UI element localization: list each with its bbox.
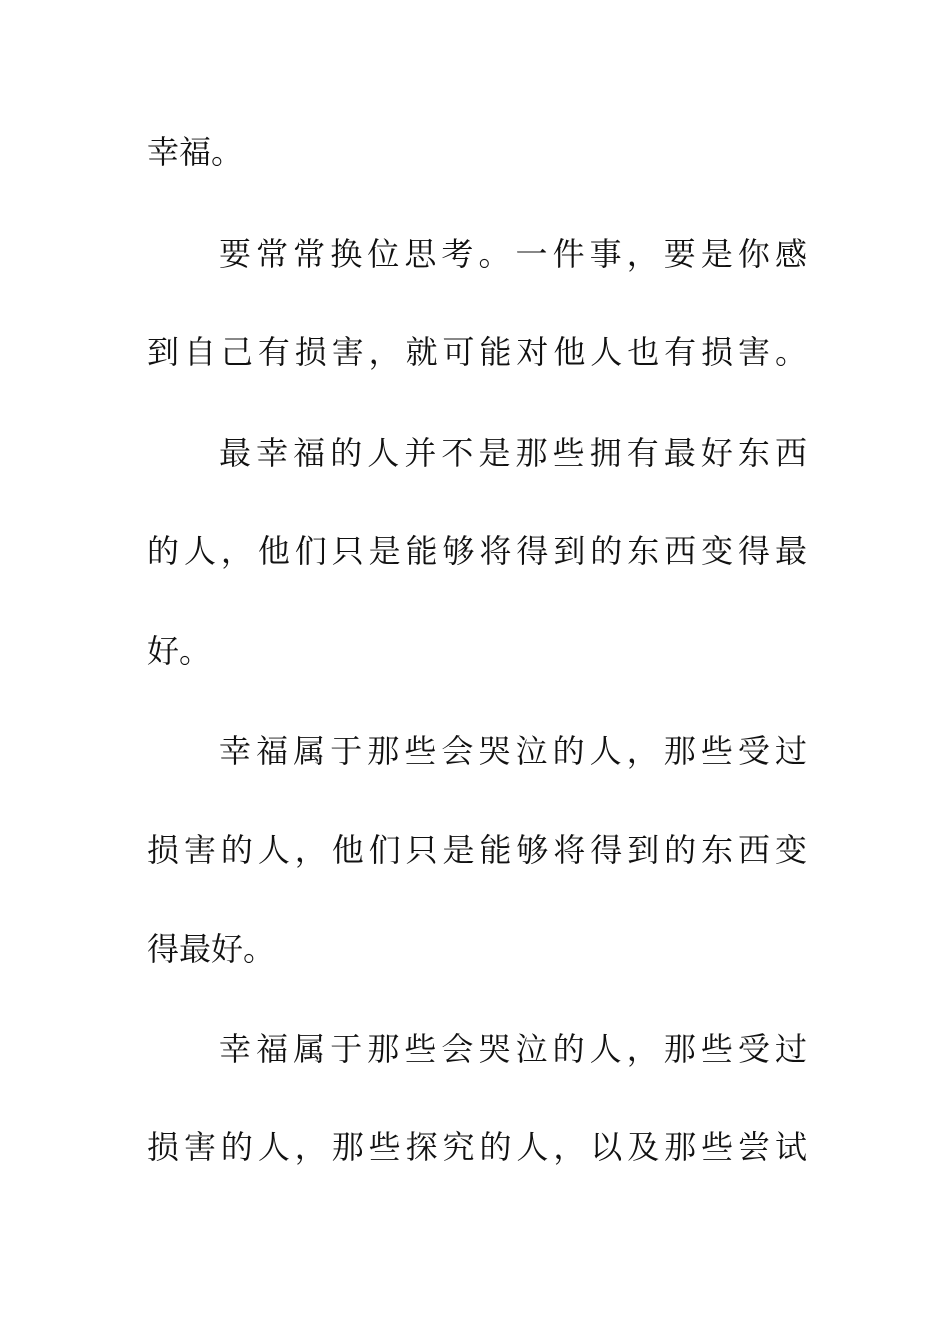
text-line: 幸福属于那些会哭泣的人，那些受过 (219, 1030, 807, 1068)
text-line: 损害的人，那些探究的人，以及那些尝试 (147, 1128, 807, 1166)
text-line: 幸福。 (147, 133, 244, 171)
text-line: 最幸福的人并不是那些拥有最好东西 (219, 434, 807, 472)
text-line: 的人，他们只是能够将得到的东西变得最 (147, 532, 807, 570)
text-line: 要常常换位思考。一件事，要是你感 (219, 235, 807, 273)
text-line: 得最好。 (147, 930, 276, 968)
text-line: 好。 (147, 632, 212, 670)
text-line: 到自己有损害，就可能对他人也有损害。 (147, 333, 807, 371)
text-line: 幸福属于那些会哭泣的人，那些受过 (219, 732, 807, 770)
text-line: 损害的人，他们只是能够将得到的东西变 (147, 831, 807, 869)
